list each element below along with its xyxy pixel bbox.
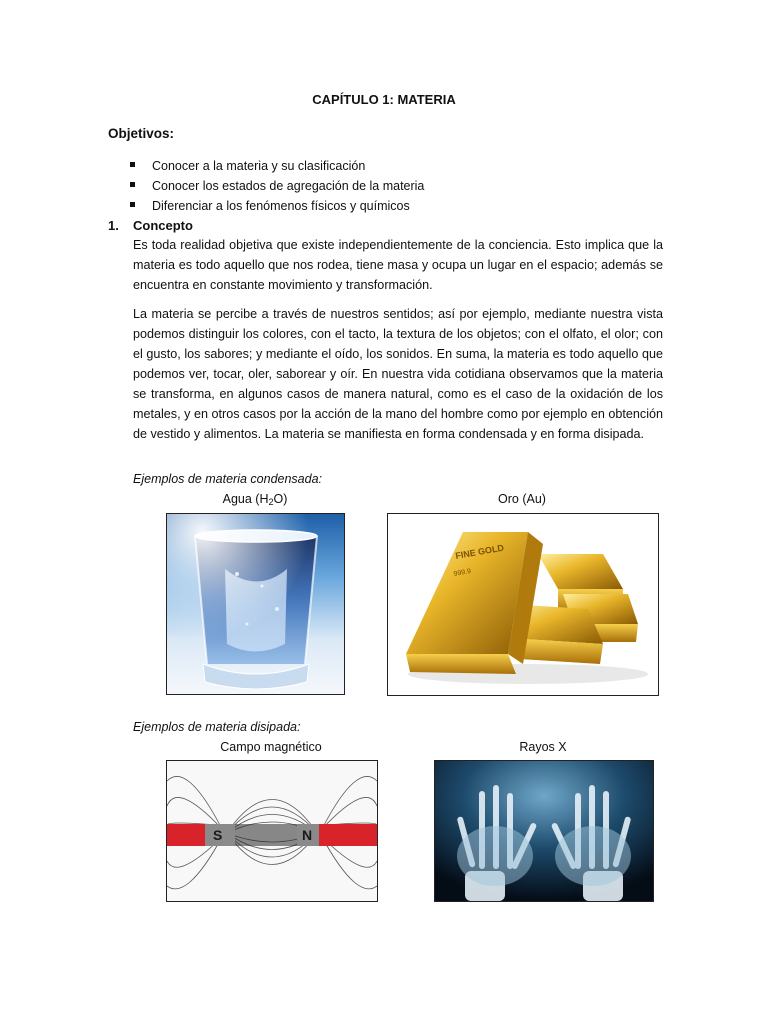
section-title: Concepto	[133, 218, 193, 233]
chapter-title: CAPÍTULO 1: MATERIA	[312, 92, 456, 107]
gold-bars-illustration	[388, 514, 658, 695]
objetivos-list	[128, 158, 424, 218]
list-item: Diferenciar a los fenómenos físicos y químicos	[128, 198, 424, 218]
section-heading-concepto	[108, 218, 193, 233]
agua-caption: Agua $(H_2O)$	[222, 492, 288, 507]
oro-caption: Oro (Au)	[498, 492, 546, 506]
square-bullet-icon	[130, 162, 135, 167]
gold-bar-purity: 999.9	[453, 568, 472, 578]
magnetic-field-illustration	[167, 761, 377, 901]
xray-hands-illustration	[435, 761, 653, 901]
list-item: Conocer a la materia y su clasificación	[128, 158, 424, 178]
square-bullet-icon	[130, 182, 135, 187]
objetivos-heading: Objetivos:	[108, 126, 175, 141]
magnet-s-label: S	[213, 827, 223, 843]
condensada-label: Ejemplos de materia condensada:	[133, 472, 323, 486]
disipada-label: Ejemplos de materia disipada:	[133, 720, 301, 734]
gold-bar-label: FINE GOLD	[454, 542, 505, 561]
paragraph-2: La materia se percibe a través de nuestros sentidos; así por ejemplo, mediante nuestra vista podemos distinguir los colores, con el tacto, la textura de los objetos; con el olfato, el olor; con el gusto, los sabores; y mediante el oído, los sonidos. En suma, la materia es todo aquello que podemos ver, tocar, oler, saborear y oír. En nuestra vida cotidiana observamos que la materia se transforma, en algunos casos de manera natural, como es el caso de la oxidación de los metales, y en otros casos por la acción de la mano del hombre como por ejemplo en obtención de vestido y alimentos. La materia se manifiesta en forma condensada y en forma disipada.	[133, 307, 663, 441]
magnetic-field-image	[166, 760, 378, 902]
paragraph-1: Es toda realidad objetiva que existe independientemente de la conciencia. Esto implica que la materia es todo aquello que nos rodea, tiene masa y ocupa un lugar en el espacio; además se encuentra en constante movimiento y transformación.	[133, 238, 663, 292]
campo-caption: Campo magnético	[220, 740, 322, 754]
magnet-n-label: N	[302, 827, 313, 843]
water-glass-illustration	[167, 514, 344, 694]
xray-hands-image	[434, 760, 654, 902]
section-number: 1.	[108, 218, 119, 233]
square-bullet-icon	[130, 202, 135, 207]
list-item: Conocer los estados de agregación de la materia	[128, 178, 424, 198]
rayos-caption: Rayos X	[519, 740, 567, 754]
water-glass-image	[166, 513, 345, 695]
gold-bars-image	[387, 513, 659, 696]
